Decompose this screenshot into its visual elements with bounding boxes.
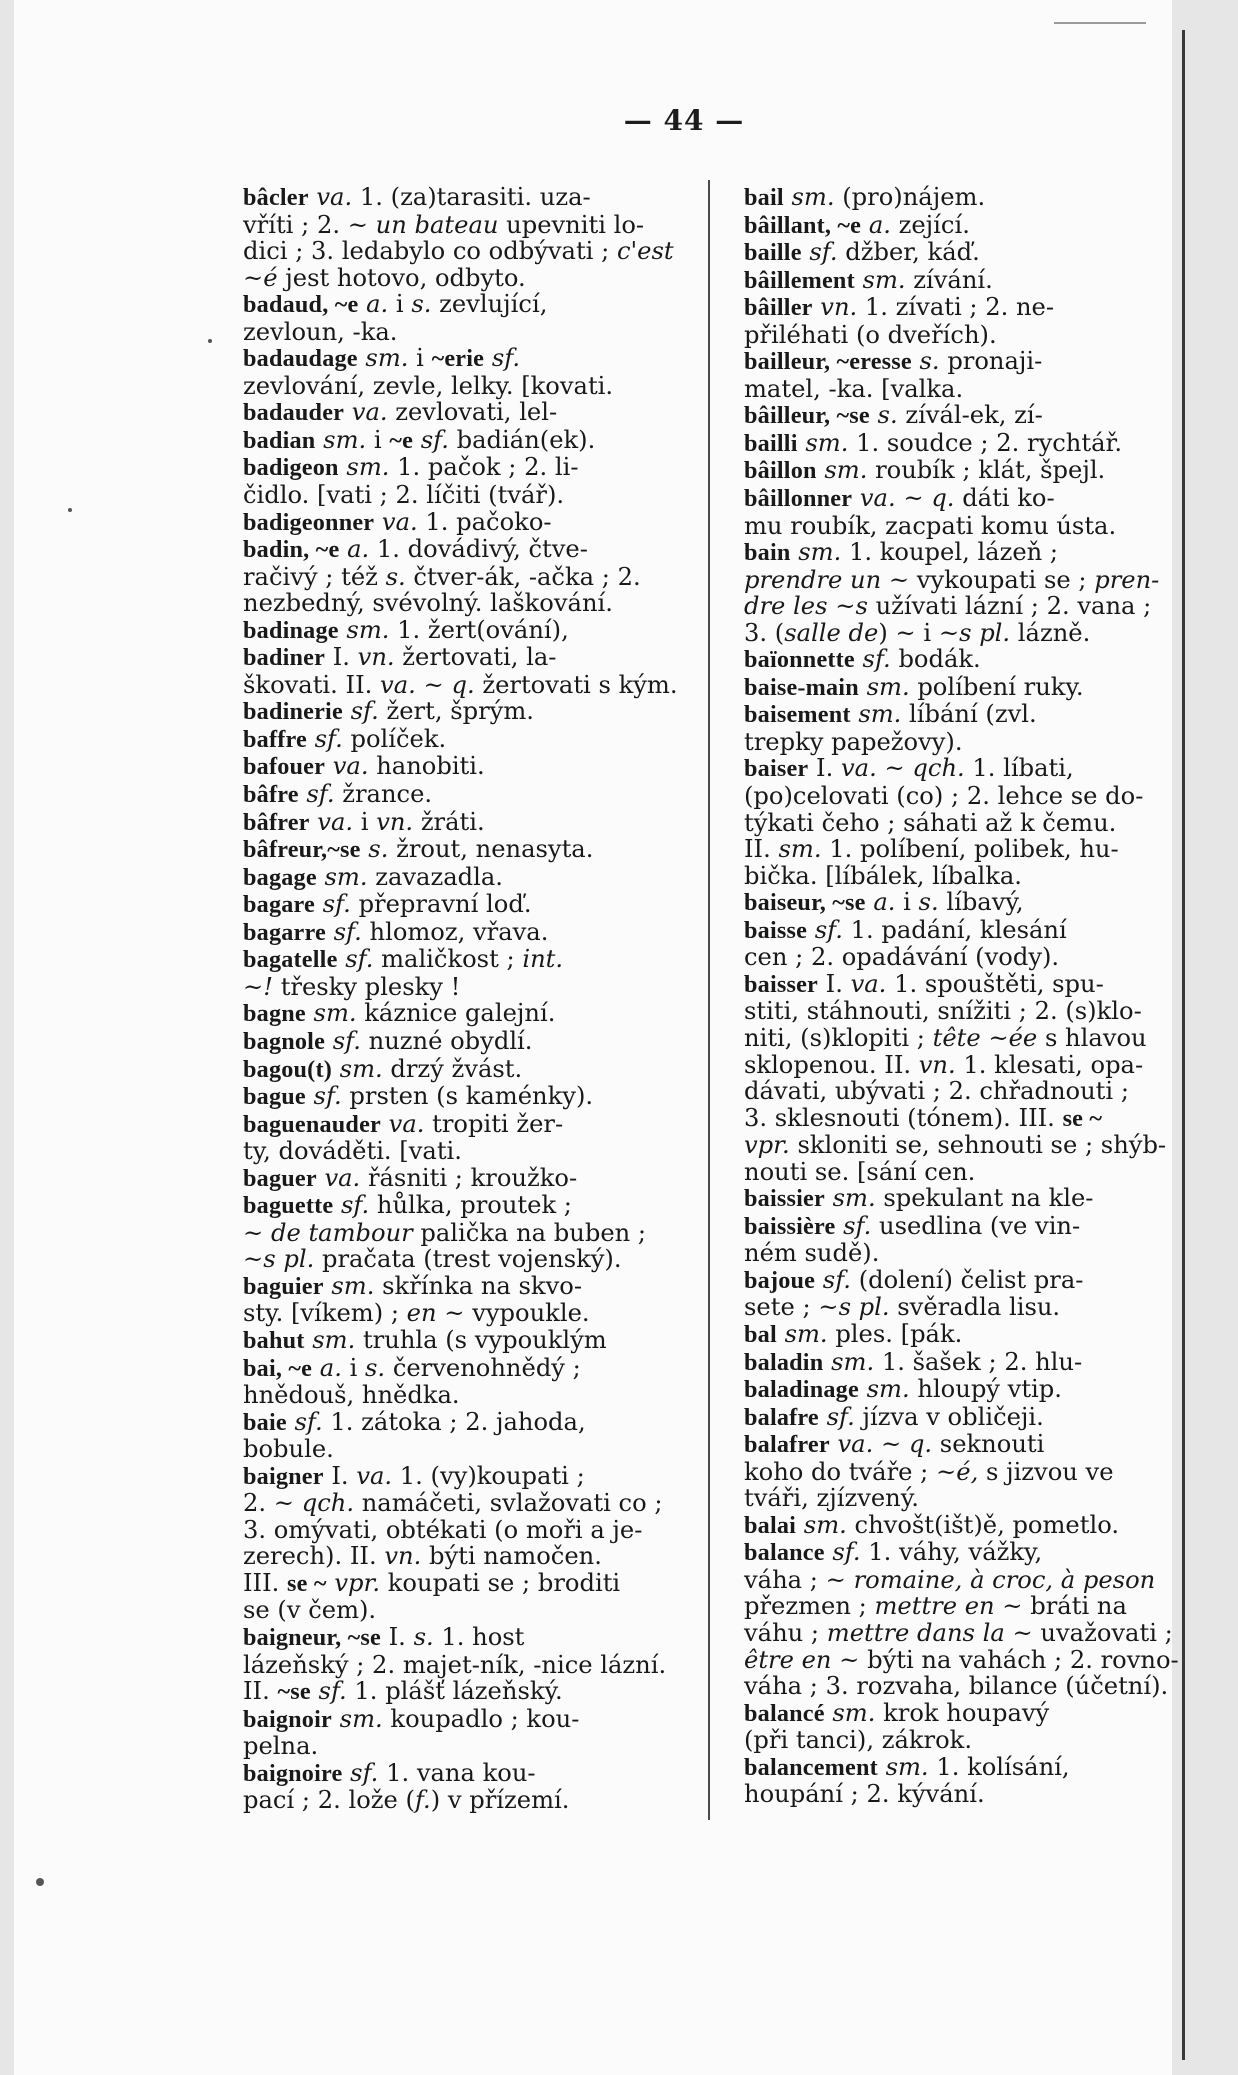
page-number: — 44 — [623,104,745,137]
dictionary-line: sty. [víkem) ; en ~ vypoukle. [243,1299,590,1328]
dictionary-line: bailleur, ~eresse s. pronaji- [744,347,1043,376]
dictionary-line: 3. (salle de) ~ i ~s pl. lázně. [744,618,1091,647]
dictionary-line: baie sf. 1. zátoka ; 2. jahoda, [243,1407,586,1436]
dictionary-line: váhu ; mettre dans la ~ uvažovati ; [744,1618,1173,1647]
dictionary-line: bagnole sf. nuzné obydlí. [243,1026,533,1055]
dictionary-line: týkati čeho ; sáhati až k čemu. [744,808,1117,837]
dictionary-line: baïonnette sf. bodák. [744,645,981,674]
dictionary-line: baissière sf. usedlina (ve vin- [744,1211,1081,1240]
dictionary-line: váha ; ~ romaine, à croc, à peson [744,1565,1156,1594]
column-divider [708,180,710,1820]
dictionary-line: (při tanci), zákrok. [744,1726,973,1755]
dictionary-line: ~é jest hotovo, odbyto. [243,263,526,292]
dictionary-line: bagage sm. zavazadla. [243,862,503,891]
dictionary-line: ~ de tambour palička na buben ; [243,1218,647,1247]
dictionary-line: škovati. II. va. ~ q. žertovati s kým. [243,670,678,699]
dictionary-line: baissier sm. spekulant na kle- [744,1184,1094,1213]
left-column [243,184,688,1814]
dictionary-line: baisser I. va. 1. spouštěti, spu- [744,969,1104,998]
dictionary-line: nouti se. [sání cen. [744,1157,976,1186]
dictionary-line: balafre sf. jízva v obličeji. [744,1402,1044,1431]
dictionary-line: ~! třesky plesky ! [243,972,461,1001]
margin-speck [36,1878,44,1886]
dictionary-line: badaud, ~e a. i s. zevlující, [243,290,548,319]
dictionary-line: balafrer va. ~ q. seknouti [744,1430,1045,1459]
dictionary-line: bailli sm. 1. soudce ; 2. rychtář. [744,428,1123,457]
top-edge-rule [1054,22,1146,24]
dictionary-line: račivý ; též s. čtver-ák, -ačka ; 2. [243,562,641,591]
dictionary-line: bagou(t) sm. drzý žvást. [243,1054,523,1083]
dictionary-line: zevlování, zevle, lelky. [kovati. [243,371,614,400]
dictionary-line: bajoue sf. (dolení) čelist pra- [744,1265,1084,1294]
dictionary-line: bagare sf. přepravní loď. [243,890,532,919]
dictionary-line: bâilleur, ~se s. zívál-ek, zí- [744,401,1043,430]
dictionary-line: baisement sm. líbání (zvl. [744,700,1037,729]
dictionary-line: baiser I. va. ~ qch. 1. líbati, [744,754,1074,783]
dictionary-line: bâillement sm. zívání. [744,265,993,294]
dictionary-line: bai, ~e a. i s. červenohnědý ; [243,1353,581,1382]
dictionary-page [14,0,1179,2075]
dictionary-line: badaudage sm. i ~erie sf. [243,344,521,373]
dictionary-line: zerech). II. vn. býti namočen. [243,1542,602,1571]
dictionary-line: bagatelle sf. maličkost ; int. [243,945,564,974]
dictionary-line: baigneur, ~se I. s. 1. host [243,1622,525,1651]
dictionary-line: baffre sf. políček. [243,724,447,753]
dictionary-line: vříti ; 2. ~ un bateau upevniti lo- [243,210,645,239]
dictionary-line: cen ; 2. opadávání (vody). [744,943,1060,972]
dictionary-line: balai sm. chvošt(išt)ě, pometlo. [744,1510,1120,1539]
dictionary-line: II. sm. 1. políbení, polibek, hu- [744,835,1119,864]
dictionary-line: niti, (s)klopiti ; tête ~ée s hlavou [744,1023,1147,1052]
dictionary-line: 3. sklesnouti (tónem). III. se ~ [744,1103,1103,1132]
dictionary-line: bafouer va. hanobiti. [243,752,485,781]
dictionary-line: hnědouš, hnědka. [243,1381,460,1410]
dictionary-line: baise-main sm. políbení ruky. [744,672,1084,701]
dictionary-line: II. ~se sf. 1. plášť lázeňský. [243,1677,563,1706]
dictionary-line: baguer va. řásniti ; kroužko- [243,1163,578,1192]
dictionary-line: 2. ~ qch. namáčeti, svlažovati co ; [243,1489,663,1518]
dictionary-line: bâillonner va. ~ q. dáti ko- [744,484,1055,513]
dictionary-line: ty, dováděti. [vati. [243,1137,462,1166]
dictionary-line: lázeňský ; 2. majet-ník, -nice lázní. [243,1650,667,1679]
margin-speck [68,508,72,512]
dictionary-line: prendre un ~ vykoupati se ; pren- [744,565,1160,594]
dictionary-line: přiléhati (o dveřích). [744,320,997,349]
dictionary-line: bahut sm. truhla (s vypouklým [243,1325,607,1354]
dictionary-line: badauder va. zevlovati, lel- [243,398,558,427]
dictionary-line: baguette sf. hůlka, proutek ; [243,1191,572,1220]
dictionary-line: koho do tváře ; ~é, s jizvou ve [744,1457,1114,1486]
dictionary-line: bagne sm. káznice galejní. [243,999,556,1028]
dictionary-line: ~s pl. pračata (trest vojenský). [243,1245,622,1274]
dictionary-line: bička. [líbálek, líbalka. [744,861,1022,890]
dictionary-line: baladin sm. 1. šašek ; 2. hlu- [744,1347,1083,1376]
dictionary-line: bâfre sf. žrance. [243,780,433,809]
dictionary-line: čidlo. [vati ; 2. líčiti (tvář). [243,481,565,510]
dictionary-line: váha ; 3. rozvaha, bilance (účetní). [744,1672,1169,1701]
dictionary-line: badigeon sm. 1. pačok ; 2. li- [243,453,579,482]
dictionary-line: matel, -ka. [valka. [744,374,964,403]
dictionary-line: bail sm. (pro)nájem. [744,183,986,211]
dictionary-line: badiner I. vn. žertovati, la- [243,643,557,672]
dictionary-line: III. se ~ vpr. koupati se ; broditi [243,1568,621,1597]
dictionary-line: bâillant, ~e a. zející. [744,210,970,239]
dictionary-line: bâfrer va. i vn. žráti. [243,807,485,836]
dictionary-line: baignoir sm. koupadlo ; kou- [243,1704,580,1733]
dictionary-line: baigner I. va. 1. (vy)koupati ; [243,1461,585,1490]
dictionary-line: balancé sm. krok houpavý [744,1698,1050,1727]
dictionary-line: sete ; ~s pl. svěradla lisu. [744,1293,1061,1322]
dictionary-line: badian sm. i ~e sf. badián(ek). [243,425,596,454]
dictionary-line: dre les ~s užívati lázní ; 2. vana ; [744,592,1152,621]
dictionary-line: houpání ; 2. kývání. [744,1780,985,1809]
dictionary-line: sklopenou. II. vn. 1. klesati, opa- [744,1050,1144,1079]
dictionary-line: mu roubík, zacpati komu ústa. [744,511,1117,540]
margin-speck [208,339,212,343]
dictionary-line: baguenauder va. tropiti žer- [243,1109,564,1138]
dictionary-line: stiti, stáhnouti, snížiti ; 2. (s)klo- [744,997,1142,1026]
dictionary-line: badigeonner va. 1. pačoko- [243,507,552,536]
dictionary-line: badinerie sf. žert, šprým. [243,697,534,726]
dictionary-line: přezmen ; mettre en ~ bráti na [744,1592,1127,1621]
dictionary-line: bagarre sf. hlomoz, vřava. [243,917,549,946]
dictionary-line: baladinage sm. hloupý vtip. [744,1375,1062,1404]
dictionary-line: vpr. skloniti se, sehnouti se ; shýb- [744,1131,1167,1160]
dictionary-line: baille sf. džber, káď. [744,238,980,267]
dictionary-line: tváři, zjízvený. [744,1484,919,1513]
dictionary-line: zevloun, -ka. [243,317,398,346]
dictionary-line: pelna. [243,1732,319,1761]
dictionary-line: balance sf. 1. váhy, vážky, [744,1538,1043,1567]
dictionary-line: baiseur, ~se a. i s. líbavý, [744,888,1024,917]
dictionary-line: bague sf. prsten (s kaménky). [243,1082,594,1111]
dictionary-line: dávati, ubývati ; 2. chřadnouti ; [744,1077,1129,1106]
dictionary-line: (po)celovati (co) ; 2. lehce se do- [744,782,1144,811]
dictionary-line: être en ~ býti na vahách ; 2. rovno- [744,1645,1179,1674]
dictionary-line: baignoire sf. 1. vana kou- [243,1758,536,1787]
dictionary-line: bain sm. 1. koupel, lázeň ; [744,538,1059,567]
dictionary-line: ném sudě). [744,1239,880,1268]
dictionary-line: bâillon sm. roubík ; klát, špejl. [744,456,1106,485]
dictionary-line: badinage sm. 1. žert(ování), [243,615,569,644]
dictionary-line: bobule. [243,1435,334,1464]
dictionary-line: balancement sm. 1. kolísání, [744,1752,1070,1781]
dictionary-line: nezbedný, svévolný. laškování. [243,589,613,618]
dictionary-line: baguier sm. skřínka na skvo- [243,1271,582,1300]
dictionary-line: bâfreur,~se s. žrout, nenasyta. [243,835,594,864]
dictionary-line: badin, ~e a. 1. dovádivý, čtve- [243,535,588,564]
dictionary-line: 3. omývati, obtékati (o moři a je- [243,1515,643,1544]
dictionary-line: dici ; 3. ledabylo co odbývati ; c'est [243,237,674,266]
dictionary-line: bal sm. ples. [pák. [744,1319,963,1348]
dictionary-line: bâcler va. 1. (za)tarasiti. uza- [243,183,591,211]
dictionary-line: baisse sf. 1. padání, klesání [744,915,1067,944]
right-column [744,184,1189,1808]
dictionary-line: pací ; 2. lože (f.) v přízemí. [243,1786,570,1815]
dictionary-line: trepky papežovy). [744,727,963,756]
dictionary-line: bâiller vn. 1. zívati ; 2. ne- [744,293,1055,322]
dictionary-line: se (v čem). [243,1596,377,1625]
